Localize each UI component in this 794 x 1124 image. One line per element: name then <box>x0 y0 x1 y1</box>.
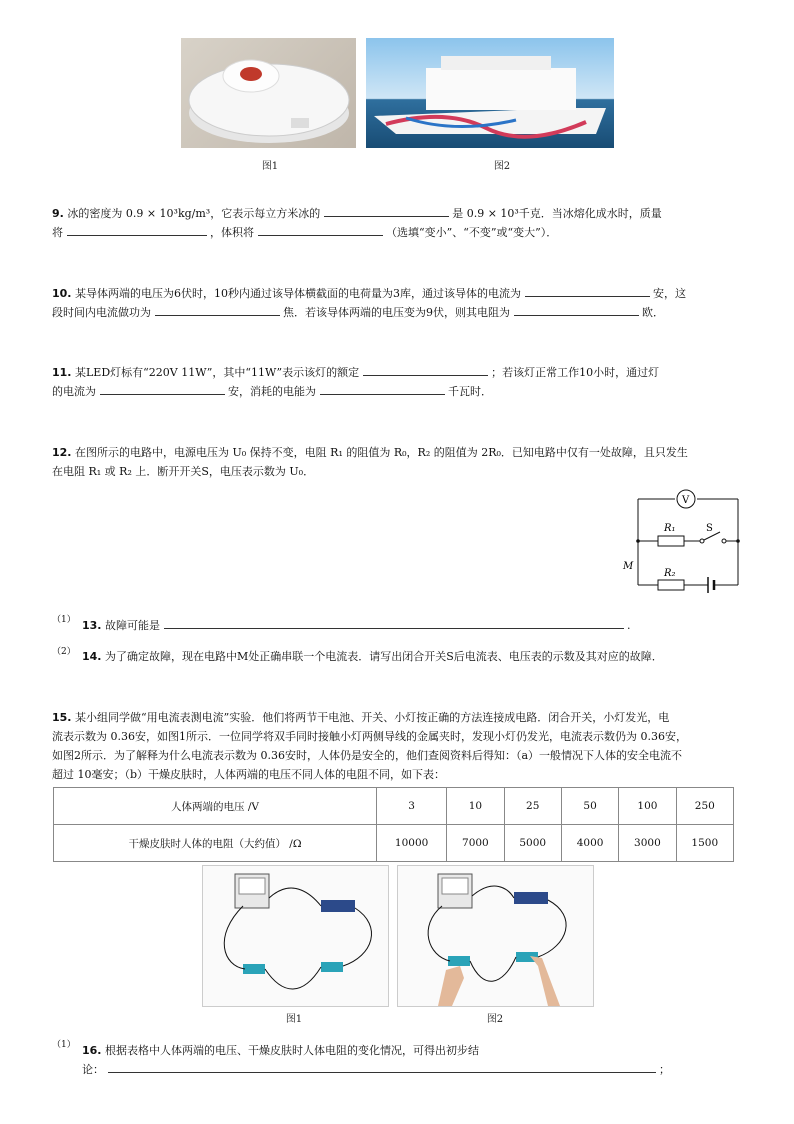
question-10: 10. 某导体两端的电压为6伏时，10秒内通过该导体横截面的电荷量为3库，通过该导体的电流为 安，这 段时间内电流做功为 焦．若该导体两端的电压变为9伏，则其电阻为 欧． <box>52 284 742 322</box>
resistance-table <box>53 787 734 862</box>
answer-blank[interactable] <box>258 223 383 236</box>
table-cell: 3000 <box>619 825 676 862</box>
sub-label: （1） <box>52 1040 76 1050</box>
table-cell: 1500 <box>676 825 733 862</box>
answer-blank[interactable] <box>525 284 650 297</box>
voltmeter-label: V <box>682 495 690 506</box>
switch-label: S <box>706 523 713 534</box>
cruise-ship-image <box>366 38 614 148</box>
table-row <box>54 788 734 825</box>
node-m-label: M <box>623 561 634 572</box>
question-14: 14. 为了确定故障，现在电路中M处正确串联一个电流表．请写出闭合开关S后电流表、电压表的示数及其对应的故障． <box>82 650 663 663</box>
table-cell: 100 <box>619 788 676 825</box>
table-cell: 7000 <box>447 825 504 862</box>
question-9: 9. 冰的密度为 0.9 × 10³kg/m³，它表示每立方米冰的 是 0.9 × 10³千克．当冰熔化成水时，质量 将 ，体积将 （选填“变小”、“不变”或“变大”）． <box>52 204 742 242</box>
table-cell: 250 <box>676 788 733 825</box>
answer-blank[interactable] <box>320 382 445 395</box>
table-cell: 50 <box>561 788 618 825</box>
answer-blank[interactable] <box>363 363 488 376</box>
circuit-diagram <box>620 485 750 600</box>
answer-blank[interactable] <box>108 1060 656 1073</box>
table-cell: 3 <box>377 788 447 825</box>
fig1-caption: 图1 <box>285 1014 303 1025</box>
table-row-label: 人体两端的电压 /V <box>54 788 377 825</box>
answer-blank[interactable] <box>164 616 624 629</box>
r2-resistor <box>658 580 684 590</box>
r1-label: R₁ <box>664 523 676 534</box>
question-15: 15. 某小组同学做“用电流表测电流”实验．他们将两节干电池、开关、小灯按正确的方法连接成电路．闭合开关，小灯发光，电 流表示数为 0.36安，如图1所示．一位同学将双手同时接触小灯两侧导线的金属夹时，发现小灯仍发光，电流表示数仍为 0.36安， 如图2所示．为了解释为什么电流表示数为 0.36安时，人体仍是安全的，他们查阅资料后得知：（a）一般情况下人体的安全电流不 超过 10毫安；（b）干燥皮肤时，人体两端的电压不同人体的电阻不同，如下表： <box>52 711 687 781</box>
table-cell: 4000 <box>561 825 618 862</box>
fig2-caption: 图2 <box>486 1014 504 1025</box>
sub-label: （1） <box>52 615 76 625</box>
answer-blank[interactable] <box>100 382 225 395</box>
experiment-photo-2 <box>397 865 594 1007</box>
table-cell: 25 <box>504 788 561 825</box>
fig2-caption: 图2 <box>493 161 511 172</box>
robot-vacuum-image <box>181 38 356 148</box>
question-13: 13. 故障可能是 . <box>82 616 742 635</box>
question-16: 16. 根据表格中人体两端的电压、干燥皮肤时人体电阻的变化情况，可得出初步结 论： ； <box>82 1044 670 1076</box>
answer-blank[interactable] <box>155 303 280 316</box>
table-cell: 5000 <box>504 825 561 862</box>
table-cell: 10000 <box>377 825 447 862</box>
experiment-photo-1 <box>202 865 389 1007</box>
question-11: 11. 某LED灯标有“220V 11W”，其中“11W”表示该灯的额定 ；若该灯正常工作10小时，通过灯 的电流为 安，消耗的电能为 千瓦时． <box>52 363 742 401</box>
table-row <box>54 825 734 862</box>
sub-label: （2） <box>52 647 76 657</box>
answer-blank[interactable] <box>67 223 207 236</box>
answer-blank[interactable] <box>324 204 449 217</box>
r1-resistor <box>658 536 684 546</box>
answer-blank[interactable] <box>514 303 639 316</box>
table-cell: 10 <box>447 788 504 825</box>
table-row-label: 干燥皮肤时人体的电阻（大约值） /Ω <box>54 825 377 862</box>
fig1-caption: 图1 <box>261 161 279 172</box>
r2-label: R₂ <box>664 568 676 579</box>
question-12: 12. 在图所示的电路中，电源电压为 U₀ 保持不变，电阻 R₁ 的阻值为 R₀，R₂ 的阻值为 2R₀．已知电路中仅有一处故障，且只发生 在电阻 R₁ 或 R₂ 上．断开开关S，电压表示数为 U₀． <box>52 446 688 478</box>
